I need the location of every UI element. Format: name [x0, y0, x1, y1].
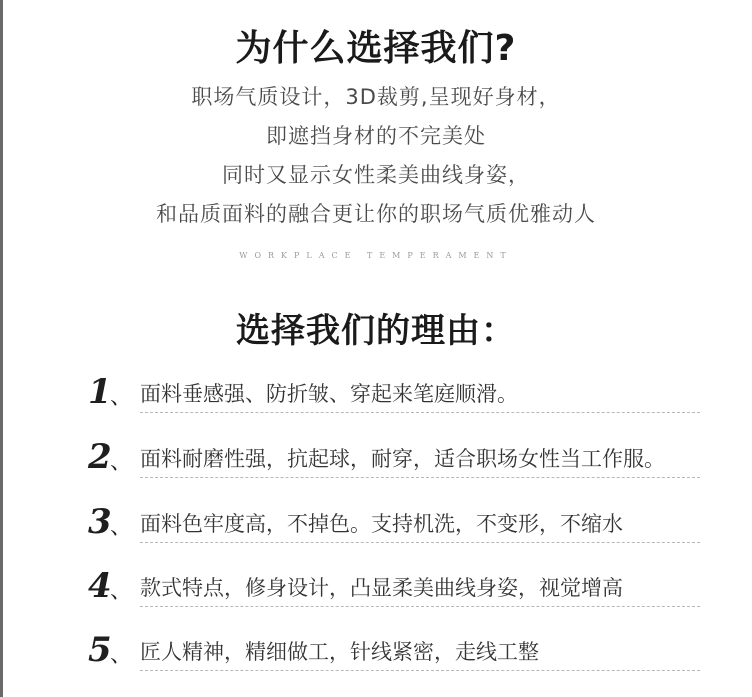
reason-text: 面料耐磨性强，抗起球，耐穿，适合职场女性当工作服。 [140, 447, 665, 471]
reason-item [88, 439, 700, 479]
dashed-divider [140, 670, 700, 671]
dashed-divider [140, 542, 700, 543]
reason-number: 1 [88, 372, 112, 412]
reason-number: 5 [88, 630, 112, 670]
reason-item [88, 568, 700, 608]
reason-number: 2 [88, 437, 112, 477]
reason-number: 4 [88, 566, 112, 606]
reason-text: 匠人精神，精细做工，针线紧密，走线工整 [140, 640, 539, 664]
reason-separator: 、 [110, 385, 133, 410]
reason-text: 款式特点，修身设计，凸显柔美曲线身姿，视觉增高 [140, 576, 623, 600]
intro-line: 和品质面料的融合更让你的职场气质优雅动人 [156, 202, 596, 226]
intro-text [0, 78, 752, 234]
english-caption: WORKPLACE TEMPERAMENT [239, 251, 513, 260]
reason-item [88, 632, 700, 672]
reasons-title: 选择我们的理由： [236, 311, 516, 351]
dashed-divider [140, 606, 700, 607]
reason-number: 3 [88, 502, 112, 542]
dashed-divider [140, 477, 700, 478]
intro-line: 职场气质设计，3D裁剪,呈现好身材， [191, 85, 561, 109]
reason-separator: 、 [110, 515, 133, 540]
reason-text: 面料色牢度高，不掉色。支持机洗，不变形，不缩水 [140, 512, 623, 536]
intro-line: 即遮挡身材的不完美处 [266, 124, 486, 148]
reason-item [88, 374, 700, 414]
reason-separator: 、 [110, 450, 133, 475]
dashed-divider [140, 412, 700, 413]
page-title: 为什么选择我们? [235, 28, 517, 69]
reason-separator: 、 [110, 579, 133, 604]
reason-separator: 、 [110, 643, 133, 668]
reason-text: 面料垂感强、防折皱、穿起来笔庭顺滑。 [140, 382, 518, 406]
intro-line: 同时又显示女性柔美曲线身姿， [222, 163, 530, 187]
reason-item [88, 504, 700, 544]
